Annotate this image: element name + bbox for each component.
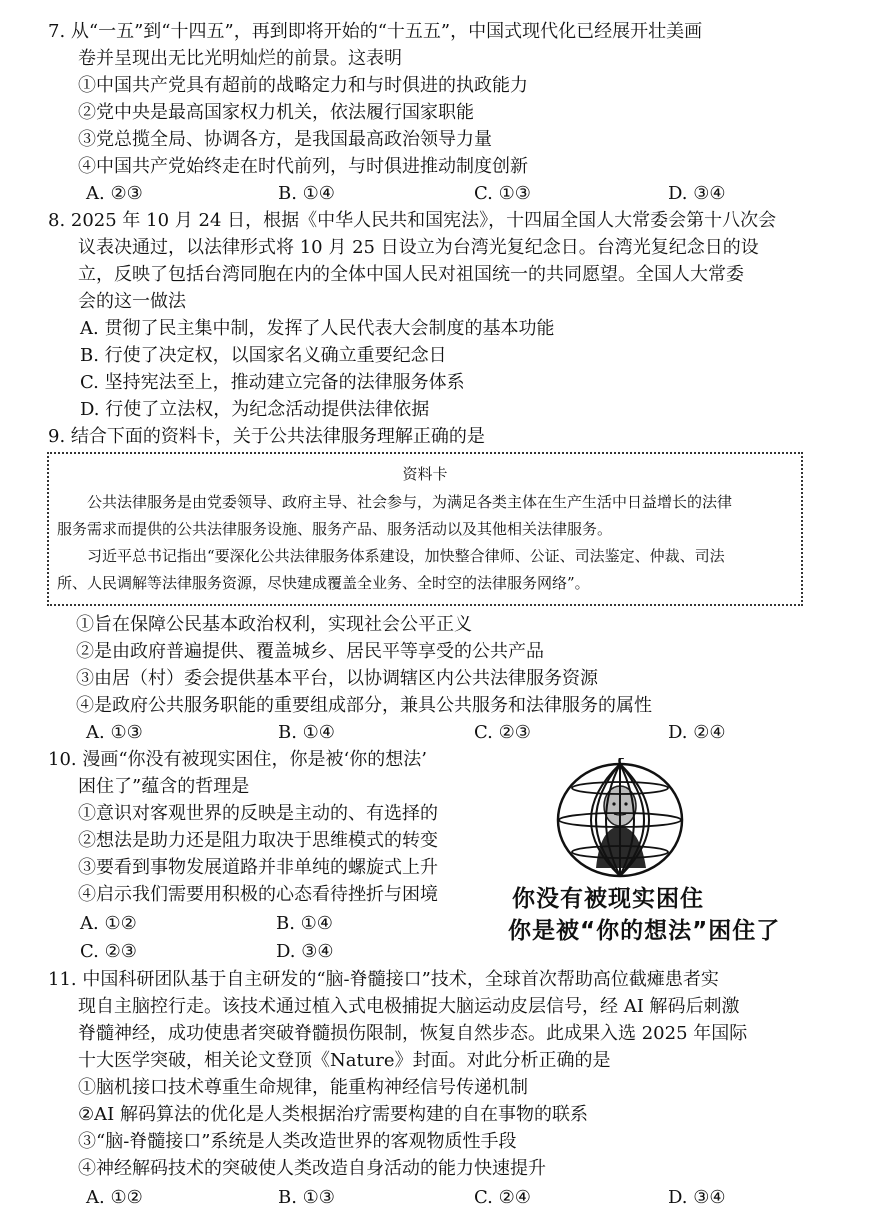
q10-option-a[interactable]: A. ①② xyxy=(80,913,137,934)
cartoon-caption-line-1: 你没有被现实困住 xyxy=(512,886,704,912)
q11-item-4: ④神经解码技术的突破使人类改造自身活动的能力快速提升 xyxy=(78,1158,546,1179)
q9-option-c[interactable]: C. ②③ xyxy=(474,722,531,743)
q11-stem-line-1: 11. 中国科研团队基于自主研发的“脑-脊髓接口”技术，全球首次帮助高位截瘫患者实 xyxy=(48,969,719,990)
q11-item-2: ②AI 解码算法的优化是人类根据治疗需要构建的自在事物的联系 xyxy=(78,1104,588,1125)
q11-item-3: ③“脑-脊髓接口”系统是人类改造世界的客观物质性手段 xyxy=(78,1131,517,1152)
q10-item-2: ②想法是助力还是阻力取决于思维模式的转变 xyxy=(78,830,438,851)
cartoon-figure xyxy=(500,758,820,952)
q11-option-c[interactable]: C. ②④ xyxy=(474,1187,531,1208)
q11-stem-line-3: 脊髓神经，成功使患者突破脊髓损伤限制，恢复自然步态。此成果入选 2025 年国际 xyxy=(78,1023,748,1044)
info-card-line-4: 所、人民调解等法律服务资源，尽快建成覆盖全业务、全时空的法律服务网络”。 xyxy=(57,574,590,592)
q7-item-4: ④中国共产党始终走在时代前列，与时俱进推动制度创新 xyxy=(78,156,528,177)
q8-option-d[interactable]: D. 行使了立法权，为纪念活动提供法律依据 xyxy=(80,399,430,420)
q11-item-1: ①脑机接口技术尊重生命规律，能重构神经信号传递机制 xyxy=(78,1077,528,1098)
q9-option-b[interactable]: B. ①④ xyxy=(278,722,335,743)
q8-option-a[interactable]: A. 贯彻了民主集中制，发挥了人民代表大会制度的基本功能 xyxy=(80,318,555,339)
info-card xyxy=(47,452,803,606)
q7-stem-line-2: 卷并呈现出无比光明灿烂的前景。这表明 xyxy=(78,48,402,69)
q7-item-3: ③党总揽全局、协调各方，是我国最高政治领导力量 xyxy=(78,129,492,150)
q7-option-b[interactable]: B. ①④ xyxy=(278,183,335,204)
cartoon-caption-line-2: 你是被“你的想法”困住了 xyxy=(508,918,781,944)
q11-option-d[interactable]: D. ③④ xyxy=(668,1187,726,1208)
q11-option-a[interactable]: A. ①② xyxy=(86,1187,143,1208)
q7-item-1: ①中国共产党具有超前的战略定力和与时俱进的执政能力 xyxy=(78,75,528,96)
info-card-title: 资料卡 xyxy=(402,465,448,483)
q9-item-2: ②是由政府普遍提供、覆盖城乡、居民平等享受的公共产品 xyxy=(76,641,544,662)
q11-stem-line-4: 十大医学突破，相关论文登顶《Nature》封面。对此分析正确的是 xyxy=(78,1050,611,1071)
q10-item-4: ④启示我们需要用积极的心态看待挫折与困境 xyxy=(78,884,438,905)
info-card-line-1: 公共法律服务是由党委领导、政府主导、社会参与，为满足各类主体在生产生活中日益增长的法律 xyxy=(87,493,733,511)
q8-option-c[interactable]: C. 坚持宪法至上，推动建立完备的法律服务体系 xyxy=(80,372,465,393)
q9-item-4: ④是政府公共服务职能的重要组成部分，兼具公共服务和法律服务的属性 xyxy=(76,695,652,716)
q7-stem-line-1: 7. 从“一五”到“十四五”，再到即将开始的“十五五”，中国式现代化已经展开壮美画 xyxy=(48,21,703,42)
q10-stem-line-1: 10. 漫画“你没有被现实困住，你是被‘你的想法’ xyxy=(48,749,427,770)
q8-stem-line-1: 8. 2025 年 10 月 24 日，根据《中华人民共和国宪法》，十四届全国人大常委会第十八次会 xyxy=(48,210,777,231)
q9-option-a[interactable]: A. ①③ xyxy=(86,722,143,743)
q10-option-c[interactable]: C. ②③ xyxy=(80,941,137,962)
q9-stem: 9. 结合下面的资料卡，关于公共法律服务理解正确的是 xyxy=(48,426,485,447)
q10-stem-line-2: 困住了”蕴含的哲理是 xyxy=(78,776,250,797)
q8-stem-line-3: 立，反映了包括台湾同胞在内的全体中国人民对祖国统一的共同愿望。全国人大常委 xyxy=(78,264,744,285)
info-card-line-3: 习近平总书记指出“要深化公共法律服务体系建设，加快整合律师、公证、司法鉴定、仲裁、司法 xyxy=(87,547,725,565)
q8-stem-line-4: 会的这一做法 xyxy=(78,291,186,312)
q9-item-1: ①旨在保障公民基本政治权利，实现社会公平正义 xyxy=(76,614,472,635)
q8-stem-line-2: 议表决通过，以法律形式将 10 月 25 日设立为台湾光复纪念日。台湾光复纪念日的设 xyxy=(78,237,759,258)
info-card-line-2: 服务需求而提供的公共法律服务设施、服务产品、服务活动以及其他相关法律服务。 xyxy=(57,520,613,538)
q8-option-b[interactable]: B. 行使了决定权，以国家名义确立重要纪念日 xyxy=(80,345,447,366)
q10-item-1: ①意识对客观世界的反映是主动的、有选择的 xyxy=(78,803,438,824)
q7-option-c[interactable]: C. ①③ xyxy=(474,183,531,204)
q7-item-2: ②党中央是最高国家权力机关，依法履行国家职能 xyxy=(78,102,474,123)
q10-option-b[interactable]: B. ①④ xyxy=(276,913,333,934)
q7-option-a[interactable]: A. ②③ xyxy=(86,183,143,204)
q11-stem-line-2: 现自主脑控行走。该技术通过植入式电极捕捉大脑运动皮层信号，经 AI 解码后刺激 xyxy=(78,996,740,1017)
q11-option-b[interactable]: B. ①③ xyxy=(278,1187,335,1208)
q10-item-3: ③要看到事物发展道路并非单纯的螺旋式上升 xyxy=(78,857,438,878)
q9-option-d[interactable]: D. ②④ xyxy=(668,722,726,743)
q9-item-3: ③由居（村）委会提供基本平台，以协调辖区内公共法律服务资源 xyxy=(76,668,598,689)
q10-option-d[interactable]: D. ③④ xyxy=(276,941,334,962)
q7-option-d[interactable]: D. ③④ xyxy=(668,183,726,204)
